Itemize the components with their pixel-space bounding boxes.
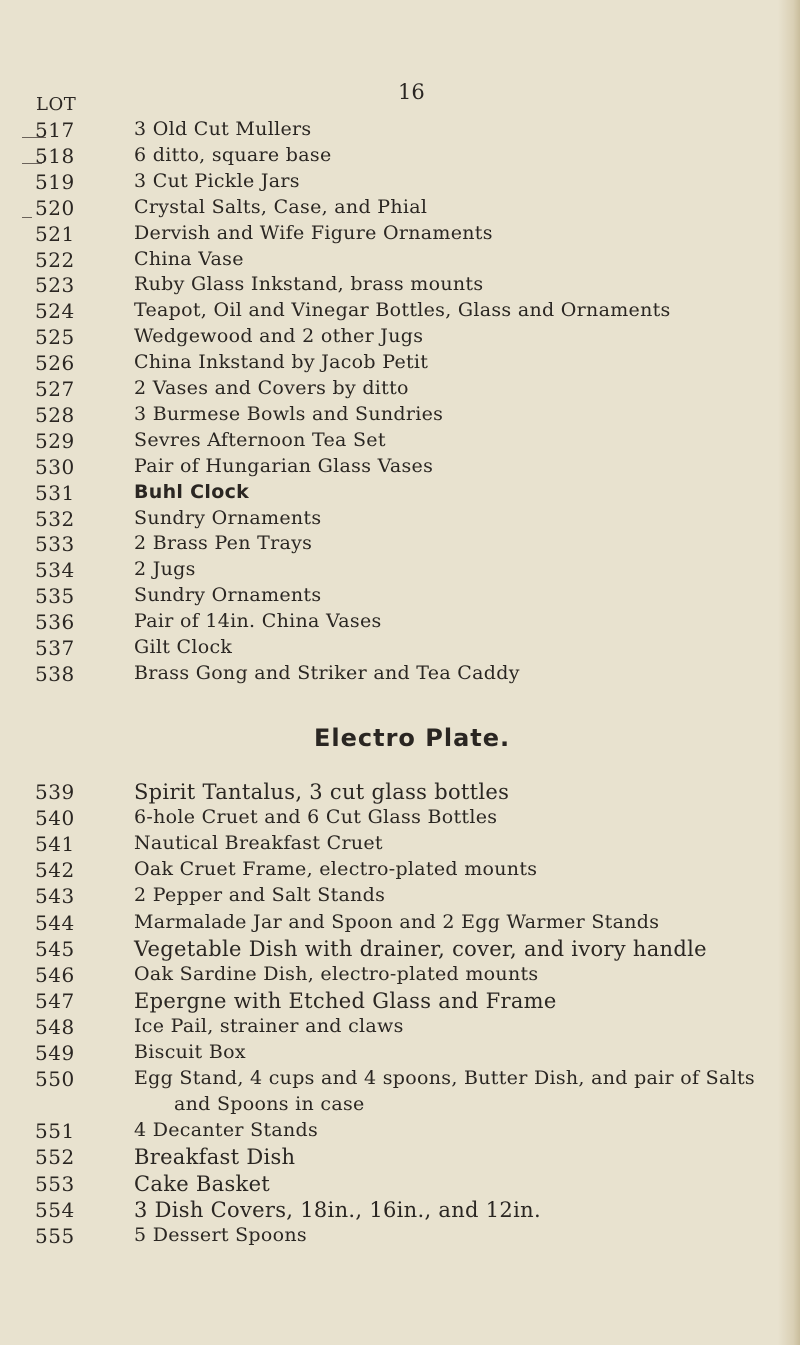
lot-number: 537 (35, 636, 75, 660)
lot-description: Buhl Clock (134, 480, 250, 503)
lot-number: 545 (35, 936, 75, 961)
lot-number: 554 (35, 1197, 75, 1222)
lot-description: Wedgewood and 2 other Jugs (134, 325, 424, 348)
lot-description: 6 ditto, square base (134, 143, 332, 166)
lot-description: 5 Dessert Spoons (134, 1223, 307, 1246)
lot-description: Ruby Glass Inkstand, brass mounts (134, 273, 484, 296)
lot-number: 542 (35, 858, 75, 883)
page-edge (778, 0, 800, 1345)
lot-number: 553 (35, 1171, 75, 1196)
lot-description: 2 Pepper and Salt Stands (134, 884, 386, 907)
lot-number: 535 (35, 584, 75, 609)
lot-description: 4 Decanter Stands (134, 1119, 319, 1142)
lot-number: 540 (35, 806, 75, 831)
lot-number: 551 (35, 1119, 75, 1144)
lot-description: Brass Gong and Striker and Tea Caddy (134, 661, 520, 684)
lot-number: 518 (35, 143, 75, 168)
lot-description: Dervish and Wife Figure Ornaments (134, 221, 493, 244)
lot-number: 549 (35, 1041, 75, 1065)
lot-number: 548 (35, 1014, 75, 1039)
lot-description-continued: and Spoons in case (174, 1093, 365, 1116)
lot-number: 536 (35, 610, 75, 635)
lot-number: 531 (35, 480, 75, 505)
section-title: Electro Plate. (314, 724, 511, 752)
lot-description: China Vase (134, 247, 244, 270)
lot-number: 534 (35, 558, 75, 583)
lot-number: 522 (35, 247, 75, 272)
lot-number: 543 (35, 884, 75, 909)
lot-description: Sevres Afternoon Tea Set (134, 428, 386, 451)
lot-description: 2 Brass Pen Trays (134, 532, 313, 555)
page-number: 16 (398, 80, 425, 104)
lot-number: 517 (35, 118, 75, 142)
lot-description: Cake Basket (134, 1171, 271, 1196)
lot-description: Nautical Breakfast Cruet (134, 832, 383, 855)
lot-number: 520 (35, 195, 75, 220)
lot-description: Egg Stand, 4 cups and 4 spoons, Butter Dish, and pair of Salts (134, 1067, 755, 1090)
lot-number: 538 (35, 661, 75, 686)
lot-description: 2 Jugs (134, 558, 196, 581)
lot-description: Marmalade Jar and Spoon and 2 Egg Warmer Stands (134, 910, 660, 933)
lot-description: China Inkstand by Jacob Petit (134, 351, 429, 374)
lot-description: Ice Pail, strainer and claws (134, 1014, 404, 1037)
lot-description: 3 Dish Covers, 18in., 16in., and 12in. (134, 1197, 541, 1222)
lot-description: 3 Burmese Bowls and Sundries (134, 402, 444, 425)
lot-description: Crystal Salts, Case, and Phial (134, 195, 428, 218)
lot-number: 528 (35, 402, 75, 427)
lot-description: Oak Cruet Frame, electro-plated mounts (134, 858, 538, 881)
lot-number: 525 (35, 325, 75, 350)
lot-description: Vegetable Dish with drainer, cover, and ivory handle (134, 936, 707, 961)
pencil-mark (22, 217, 32, 218)
lot-description: Sundry Ornaments (134, 584, 322, 607)
lot-number: 546 (35, 962, 75, 987)
lot-description: Oak Sardine Dish, electro-plated mounts (134, 962, 539, 985)
lot-number: 541 (35, 832, 75, 857)
lot-number: 524 (35, 299, 75, 324)
lot-description: 3 Old Cut Mullers (134, 118, 312, 140)
lot-description: Epergne with Etched Glass and Frame (134, 988, 557, 1013)
lot-number: 526 (35, 351, 75, 376)
lot-description: 6-hole Cruet and 6 Cut Glass Bottles (134, 806, 498, 829)
lot-description: Pair of 14in. China Vases (134, 610, 382, 633)
lot-number: 532 (35, 506, 75, 531)
lot-number: 533 (35, 532, 75, 557)
lot-number: 544 (35, 910, 75, 935)
lot-column-header: LOT (36, 94, 77, 115)
lot-description: 2 Vases and Covers by ditto (134, 377, 409, 399)
lot-number: 547 (35, 988, 75, 1013)
lot-description: 3 Cut Pickle Jars (134, 169, 300, 192)
lot-number: 552 (35, 1145, 75, 1170)
lot-description: Breakfast Dish (134, 1145, 296, 1170)
lot-description: Teapot, Oil and Vinegar Bottles, Glass and Ornaments (134, 299, 671, 322)
lot-description: Pair of Hungarian Glass Vases (134, 454, 434, 477)
lot-number: 555 (35, 1223, 75, 1248)
lot-number: 523 (35, 273, 75, 298)
lot-number: 529 (35, 428, 75, 453)
lot-description: Gilt Clock (134, 636, 233, 658)
lot-number: 519 (35, 169, 75, 194)
lot-description: Biscuit Box (134, 1041, 246, 1063)
lot-number: 521 (35, 221, 75, 246)
lot-number: 530 (35, 454, 75, 479)
lot-description: Spirit Tantalus, 3 cut glass bottles (134, 780, 510, 804)
lot-number: 527 (35, 377, 75, 401)
lot-description: Sundry Ornaments (134, 506, 322, 529)
lot-number: 539 (35, 780, 75, 804)
lot-number: 550 (35, 1067, 75, 1092)
